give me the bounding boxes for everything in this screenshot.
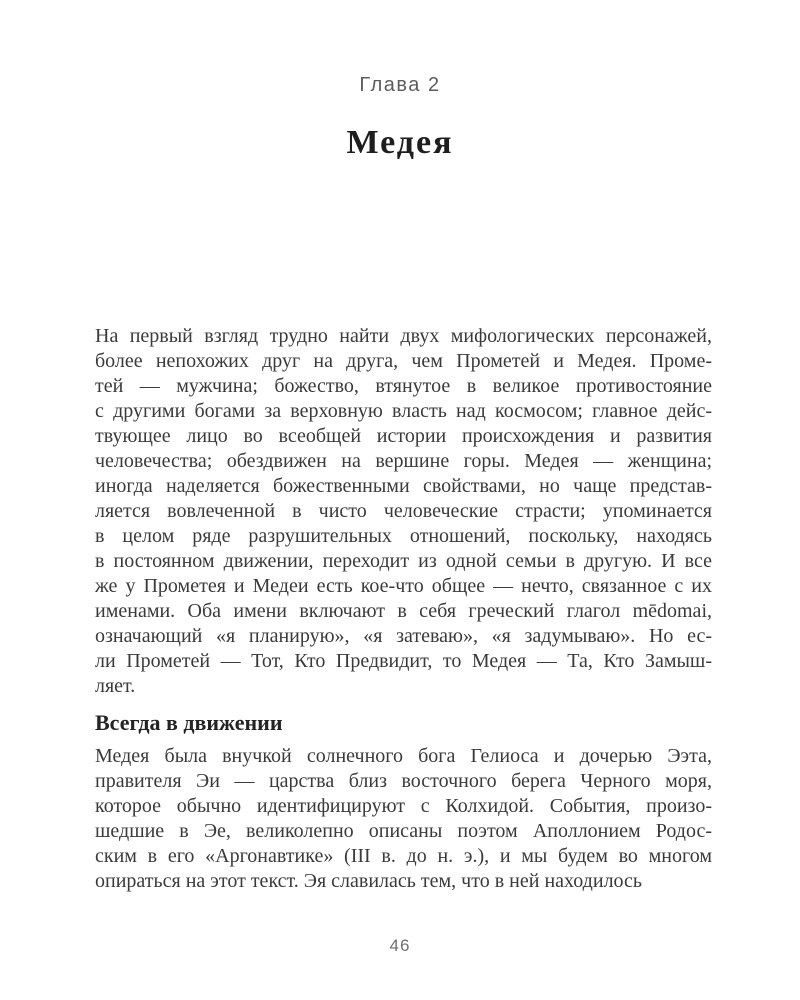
chapter-title: Медея [346,124,454,161]
text-line: опираться на этот текст. Эя славилась тем, что в ней находилось [95,870,643,892]
text-line: ли Прометей — Тот, Кто Предвидит, то Медея — Та, Кто Замыш- [95,650,712,672]
text-line: правителя Эи — царства близ восточного берега Черного моря, [95,770,712,792]
text-line: На первый взгляд трудно найти двух мифологических персонажей, [95,325,712,347]
text-line: иногда наделяется божественными свойствами, но чаще представ- [95,475,712,497]
text-line: тей — мужчина; божество, втянутое в великое противостояние [95,375,712,397]
text-line: с другими богами за верховную власть над космосом; главное дейс- [95,400,712,422]
text-line: более непохожих друг на друга, чем Прометей и Медея. Проме- [95,350,712,372]
text-line: ляет. [95,675,136,697]
section-heading: Всегда в движении [95,710,283,735]
text-line: человечества; обездвижен на вершине горы. Медея — женщина; [95,450,712,472]
chapter-label: Глава 2 [359,74,441,96]
text-line: ским в его «Аргонавтике» (III в. до н. э.), и мы будем во многом [95,845,712,867]
text-line: ляется вовлеченной в чисто человеческие страсти; упоминается [95,500,712,522]
paragraph-intro [95,324,712,699]
paragraph-always-moving [95,744,712,894]
text-line: именами. Оба имени включают в себя греческий глагол mēdomai, [95,600,712,622]
text-line: твующее лицо во всеобщей истории происхождения и развития [95,425,712,447]
page-number: 46 [389,936,411,955]
text-line: в целом ряде разрушительных отношений, поскольку, находясь [95,525,712,547]
text-line: в постоянном движении, переходит из одной семьи в другую. И все [95,550,712,572]
text-line: же у Прометея и Медеи есть кое-что общее — нечто, связанное с их [95,575,712,597]
text-line: шедшие в Эе, великолепно описаны поэтом Аполлонием Родос- [95,820,712,842]
text-line: Медея была внучкой солнечного бога Гелиоса и дочерью Ээта, [95,745,712,767]
text-line: означающий «я планирую», «я затеваю», «я задумываю». Но ес- [95,625,712,647]
text-line: которое обычно идентифицируют с Колхидой. События, произо- [95,795,712,817]
